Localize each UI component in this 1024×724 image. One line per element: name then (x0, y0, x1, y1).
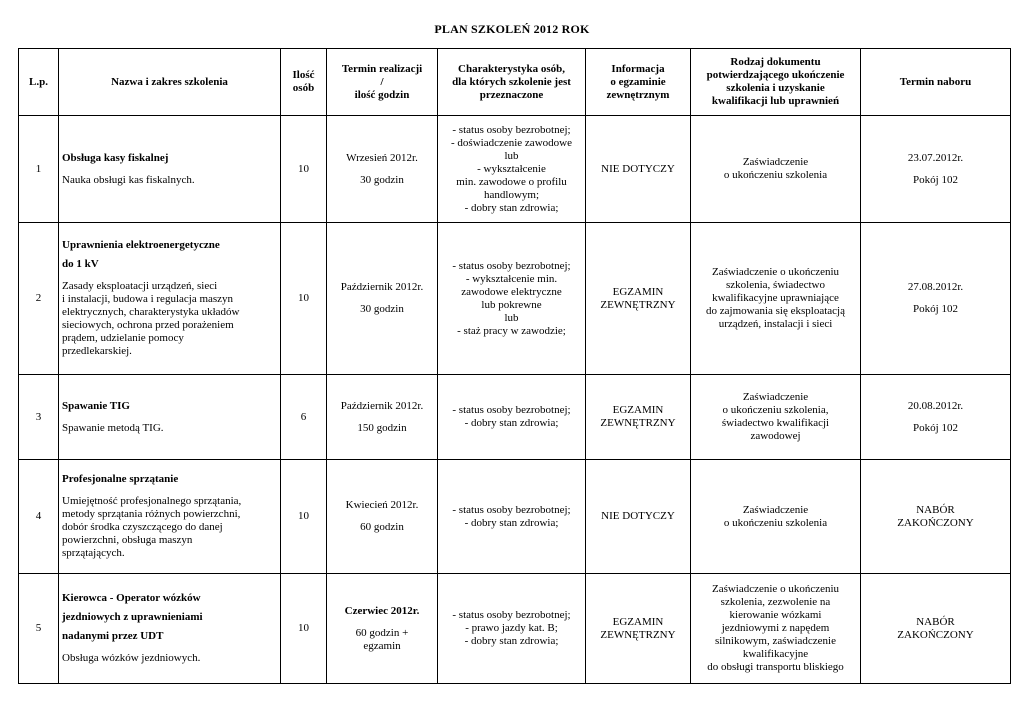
row-lp: 4 (19, 460, 59, 574)
row-term-date: Październik 2012r. (340, 281, 424, 293)
header-row (19, 49, 1011, 116)
training-plan-table (18, 48, 1011, 684)
row-term (327, 223, 438, 375)
header-exam: Informacja o egzaminie zewnętrznym (586, 49, 691, 116)
row-recruitment-date: 20.08.2012r. (907, 399, 964, 412)
row-recruitment (861, 223, 1011, 375)
row-exam: NIE DOTYCZY (586, 116, 691, 223)
row-term (327, 460, 438, 574)
row-characteristics: - status osoby bezrobotnej; - dobry stan zdrowia; (438, 460, 586, 574)
row-term-hours: 30 godzin (360, 303, 404, 315)
row-name-desc: Spawanie metodą TIG. (62, 421, 164, 434)
row-recruitment-date: 23.07.2012r. (907, 151, 964, 164)
row-recruitment: NABÓR ZAKOŃCZONY (861, 460, 1011, 574)
row-term-hours: 60 godzin (360, 521, 404, 533)
row-count: 10 (281, 116, 327, 223)
document-title: PLAN SZKOLEŃ 2012 ROK (434, 22, 590, 36)
row-lp: 1 (19, 116, 59, 223)
row-document: Zaświadczenie o ukończeniu szkolenia, świadectwo kwalifikacyjne uprawniające do zajmowania się eksploatacją urządzeń, instalacji i sieci (691, 223, 861, 375)
row-recruitment-room: Pokój 102 (913, 303, 958, 315)
row-term-date: Czerwiec 2012r. (344, 604, 420, 617)
row-name (59, 460, 281, 574)
row-name-title: Spawanie TIG (62, 399, 130, 412)
row-lp: 2 (19, 223, 59, 375)
row-lp: 3 (19, 375, 59, 460)
row-exam: EGZAMIN ZEWNĘTRZNY (586, 574, 691, 684)
header-lp: L.p. (19, 49, 59, 116)
row-name-title: Obsługa kasy fiskalnej (62, 151, 169, 164)
row-name-desc: Zasady eksploatacji urządzeń, sieci i instalacji, budowa i regulacja maszyn elektrycznych, charakterystyka układów sieciowych, ochrona przed porażeniem prądem, udzielanie pomocy przedlekarskiej. (62, 280, 240, 357)
row-name (59, 574, 281, 684)
row-document: Zaświadczenie o ukończeniu szkolenia (691, 460, 861, 574)
row-recruitment (861, 116, 1011, 223)
row-term-hours: 150 godzin (357, 421, 407, 434)
row-term (327, 574, 438, 684)
row-document: Zaświadczenie o ukończeniu szkolenia, zezwolenie na kierowanie wózkami jezdniowymi z napędem silnikowym, zaświadczenie kwalifikacyjne do obsługi transportu bliskiego (691, 574, 861, 684)
row-term (327, 375, 438, 460)
row-document: Zaświadczenie o ukończeniu szkolenia, świadectwo kwalifikacji zawodowej (691, 375, 861, 460)
row-name-desc: Umiejętność profesjonalnego sprzątania, metody sprzątania różnych powierzchni, dobór środka czyszczącego do danej powierzchni, obsługa maszyn sprzątających. (62, 495, 242, 559)
row-name-title: nadanymi przez UDT (62, 630, 164, 642)
row-term-date: Kwiecień 2012r. (345, 499, 419, 511)
row-characteristics: - status osoby bezrobotnej; - prawo jazdy kat. B; - dobry stan zdrowia; (438, 574, 586, 684)
row-characteristics: - status osoby bezrobotnej; - wykształcenie min. zawodowe elektryczne lub pokrewne lub - staż pracy w zawodzie; (438, 223, 586, 375)
table-row (19, 116, 1011, 223)
row-characteristics: - status osoby bezrobotnej; - dobry stan zdrowia; (438, 375, 586, 460)
row-exam: EGZAMIN ZEWNĘTRZNY (586, 375, 691, 460)
row-term-date: Wrzesień 2012r. (346, 151, 418, 164)
row-count: 10 (281, 574, 327, 684)
row-count: 6 (281, 375, 327, 460)
header-term: Termin realizacji / ilość godzin (327, 49, 438, 116)
row-count: 10 (281, 223, 327, 375)
row-lp: 5 (19, 574, 59, 684)
row-count: 10 (281, 460, 327, 574)
row-characteristics: - status osoby bezrobotnej; - doświadczenie zawodowe lub - wykształcenie min. zawodowe o profilu handlowym; - dobry stan zdrowia; (438, 116, 586, 223)
row-name-desc: Obsługa wózków jezdniowych. (62, 652, 201, 664)
header-count: Ilość osób (281, 49, 327, 116)
row-recruitment-room: Pokój 102 (913, 421, 958, 434)
row-term-hours: 60 godzin + egzamin (355, 626, 409, 652)
header-characteristics: Charakterystyka osób, dla których szkolenie jest przeznaczone (438, 49, 586, 116)
row-name-title: Uprawnienia elektroenergetyczne (62, 239, 220, 251)
table-row (19, 574, 1011, 684)
row-term-hours: 30 godzin (360, 173, 404, 186)
row-name (59, 223, 281, 375)
row-name (59, 375, 281, 460)
row-term (327, 116, 438, 223)
row-name (59, 116, 281, 223)
row-recruitment: NABÓR ZAKOŃCZONY (861, 574, 1011, 684)
row-name-title: jezdniowych z uprawnieniami (62, 611, 203, 623)
row-exam: EGZAMIN ZEWNĘTRZNY (586, 223, 691, 375)
header-name: Nazwa i zakres szkolenia (59, 49, 281, 116)
row-name-title: Profesjonalne sprzątanie (62, 473, 179, 485)
row-document: Zaświadczenie o ukończeniu szkolenia (691, 116, 861, 223)
table-row (19, 460, 1011, 574)
row-exam: NIE DOTYCZY (586, 460, 691, 574)
row-name-title: Kierowca - Operator wózków (62, 592, 201, 604)
row-name-title: do 1 kV (62, 258, 99, 270)
row-recruitment (861, 375, 1011, 460)
header-recruitment: Termin naboru (861, 49, 1011, 116)
row-name-desc: Nauka obsługi kas fiskalnych. (62, 173, 195, 186)
table-row (19, 223, 1011, 375)
row-term-date: Październik 2012r. (340, 399, 424, 412)
table-row (19, 375, 1011, 460)
row-recruitment-room: Pokój 102 (913, 173, 958, 186)
row-recruitment-date: 27.08.2012r. (907, 281, 964, 293)
header-document: Rodzaj dokumentu potwierdzającego ukończenie szkolenia i uzyskanie kwalifikacji lub uprawnień (691, 49, 861, 116)
